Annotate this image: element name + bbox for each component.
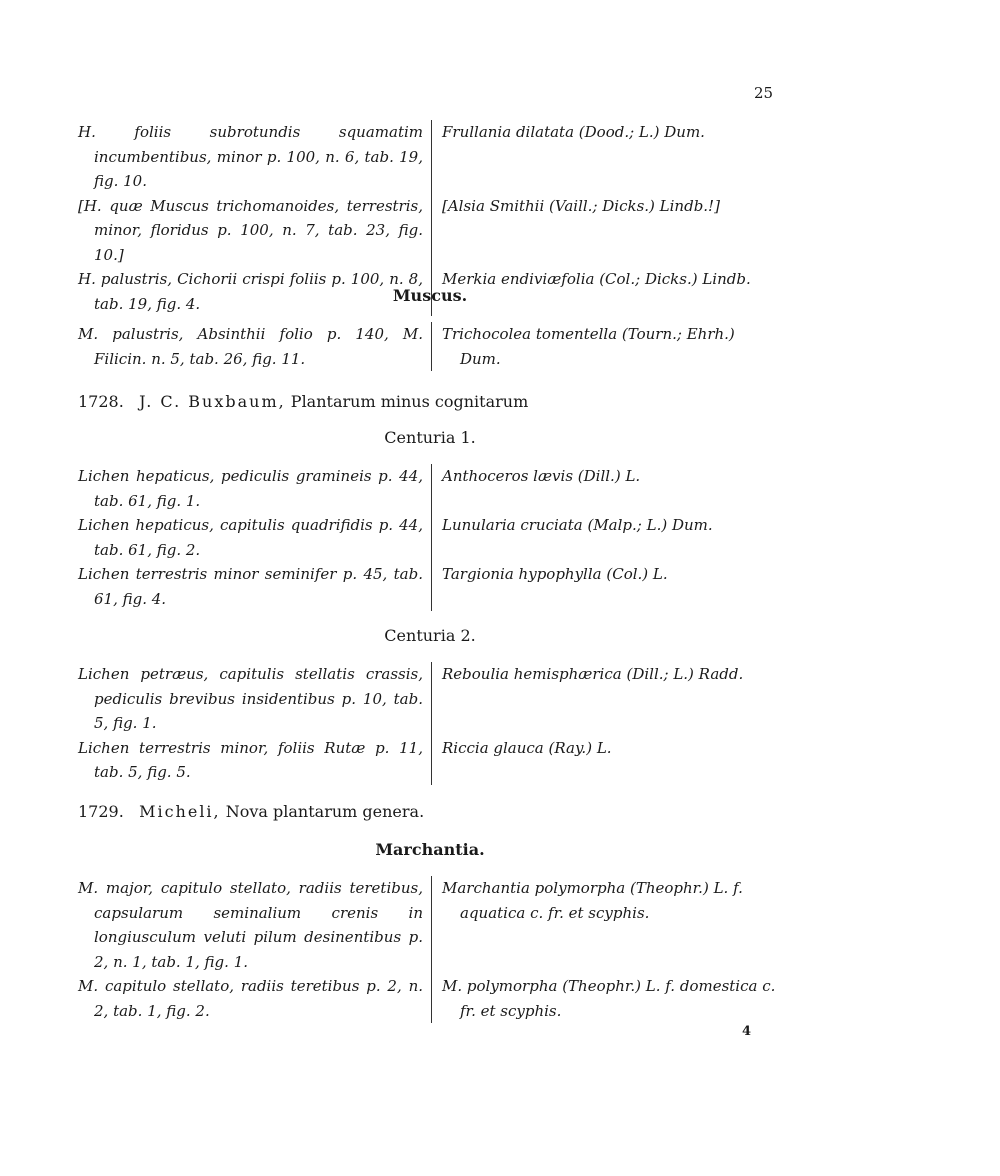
modern-name: Targionia hypophylla (Col.) L. (442, 565, 668, 583)
section-title-muscus: Muscus. (392, 286, 468, 305)
heading-title: Nova plantarum genera. (225, 802, 425, 821)
modern-name: Marchantia polymorpha (Theophr.) L. f. aquatica c. fr. et scyphis. (442, 879, 743, 922)
modern-name: [Alsia Smithii (Vaill.; Dicks.) Lindb.!] (442, 196, 720, 215)
heading-1729 (78, 802, 424, 821)
pre-linnean-name: Lichen hepaticus, pediculis gramineis p. 44, tab. 61, fig. 1. (78, 467, 423, 510)
modern-name: Reboulia hemisphærica (Dill.; L.) Radd. (442, 665, 744, 683)
entry-pair (78, 876, 778, 974)
centuria-1-title: Centuria 1. (384, 428, 476, 447)
page-number: 25 (754, 84, 774, 102)
modern-name: Lunularia cruciata (Malp.; L.) Dum. (442, 516, 713, 534)
heading-year: 1728. (78, 392, 124, 411)
heading-1728 (78, 392, 528, 411)
entry-pair (78, 464, 778, 513)
entry-pair (78, 120, 778, 194)
centuria-2-block (78, 662, 778, 785)
heading-year: 1729. (78, 802, 124, 821)
entry-pair (78, 974, 778, 1023)
muscus-block (78, 322, 778, 371)
pre-linnean-name: H. palustris, Cichorii crispi foliis p. 100, n. 8, tab. 19, fig. 4. (78, 270, 423, 313)
modern-name: Frullania dilatata (Dood.; L.) Dum. (442, 123, 705, 141)
pre-linnean-name: M. major, capitulo stellato, radiis teretibus, capsularum seminalium crenis in longiusculum veluti pilum desinentibus p. 2, n. 1, tab. 1, fig. 1. (78, 879, 423, 971)
pre-linnean-name: M. capitulo stellato, radiis teretibus p. 2, n. 2, tab. 1, fig. 2. (78, 977, 423, 1020)
modern-name: Anthoceros lævis (Dill.) L. (442, 467, 641, 485)
pre-linnean-name: H. foliis subrotundis squamatim incumbentibus, minor p. 100, n. 6, tab. 19, fig. 10. (78, 123, 423, 190)
section-title-marchantia: Marchantia. (375, 840, 485, 859)
pre-linnean-name: M. palustris, Absinthii folio p. 140, M. Filicin. n. 5, tab. 26, fig. 11. (78, 325, 423, 368)
heading-author: Micheli, (139, 802, 221, 821)
entry-pair (78, 322, 778, 371)
heading-author: J. C. Buxbaum, (139, 392, 286, 411)
pre-linnean-name: [H. quæ Muscus trichomanoides, terrestris, minor, floridus p. 100, n. 7, tab. 23, fig. 10.] (78, 196, 423, 264)
entry-pair (78, 513, 778, 562)
entry-pair (78, 194, 778, 268)
heading-title: Plantarum minus cognitarum (290, 392, 529, 411)
pre-linnean-name: Lichen petræus, capitulis stellatis crassis, pediculis brevibus insidentibus p. 10, tab. 5, fig. 1. (78, 665, 423, 732)
entry-pair (78, 562, 778, 611)
pre-linnean-name: Lichen terrestris minor, foliis Rutæ p. 11, tab. 5, fig. 5. (78, 738, 423, 781)
signature-mark: 4 (742, 1024, 752, 1039)
entry-pair (78, 662, 778, 736)
entry-pair (78, 736, 778, 785)
pre-linnean-name: Lichen hepaticus, capitulis quadrifidis p. 44, tab. 61, fig. 2. (78, 516, 423, 559)
pre-linnean-name: Lichen terrestris minor seminifer p. 45, tab. 61, fig. 4. (78, 565, 423, 608)
centuria-2-title: Centuria 2. (384, 626, 476, 645)
modern-name: M. polymorpha (Theophr.) L. f. domestica c. fr. et scyphis. (442, 977, 776, 1020)
modern-name: Merkia endiviæfolia (Col.; Dicks.) Lindb. (442, 270, 751, 288)
centuria-1-block (78, 464, 778, 611)
modern-name: Trichocolea tomentella (Tourn.; Ehrh.) Dum. (442, 325, 735, 368)
marchantia-block (78, 876, 778, 1023)
modern-name: Riccia glauca (Ray.) L. (442, 738, 612, 757)
